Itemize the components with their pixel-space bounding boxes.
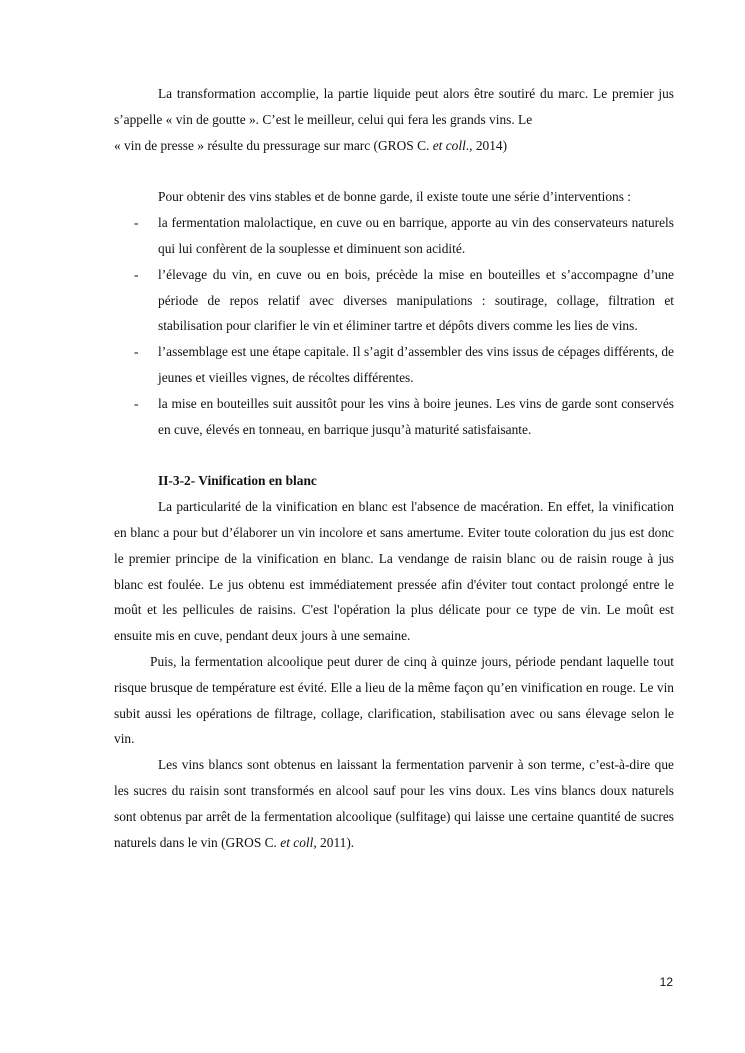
- paragraph-vinification-blanc: La particularité de la vinification en blanc est l'absence de macération. En effet, la vinification en blanc a pour but d’élaborer un vin incolore et sans amertume. Eviter toute coloration du jus est donc le premier principe de la vinification en blanc. La vendange de raisin blanc ou de raisin rouge à jus blanc est foulée. Le jus obtenu est immédiatement pressée afin d'éviter tout contact prolongé entre le moût et les pellicules de raisins. C'est l'opération la plus délicate pour ce type de vin. Le moût est ensuite mis en cuve, pendant deux jours à une semaine.: [114, 499, 674, 644]
- paragraph-spacer: [114, 158, 674, 184]
- paragraph-spacer: [114, 442, 674, 468]
- citation-italic: et coll: [432, 137, 466, 153]
- paragraph-text: « vin de presse » résulte du pressurage sur marc (GROS C.: [114, 137, 433, 153]
- page-number: 12: [659, 975, 673, 989]
- section-heading: II-3-2- Vinification en blanc: [158, 473, 317, 489]
- citation-italic: et coll: [280, 834, 314, 850]
- list-item: [114, 210, 674, 262]
- paragraph-marc-extraction: [114, 81, 674, 133]
- paragraph-text: La transformation accomplie, la partie liquide peut alors être soutiré du marc. Le premier jus s’appelle « vin de goutte ». C’est le meilleur, celui qui fera les grands vins. Le: [114, 86, 674, 127]
- list-item: [114, 339, 674, 391]
- bullet-dash: -: [134, 215, 139, 231]
- paragraph-vins-blancs: [114, 752, 674, 855]
- paragraph-text: , 2011).: [313, 834, 355, 850]
- paragraph-vin-de-presse: [114, 133, 674, 159]
- document-page: [114, 81, 674, 855]
- list-item-text: l’assemblage est une étape capitale. Il s’agit d’assembler des vins issus de cépages différents, de jeunes et vieilles vignes, de récoltes différentes.: [158, 344, 674, 385]
- list-item-text: la fermentation malolactique, en cuve ou en barrique, apporte au vin des conservateurs naturels qui lui confèrent de la souplesse et diminuent son acidité.: [158, 215, 674, 256]
- paragraph-text: Les vins blancs sont obtenus en laissant la fermentation parvenir à son terme, c’est-à-dire que les sucres du raisin sont transformés en alcool sauf pour les vins doux. Les vins blancs doux naturels sont obtenus par arrêt de la fermentation alcoolique (sulfitage) qui laisse une certaine quantité de sucres naturels dans le vin (GROS C.: [114, 757, 674, 850]
- list-item: [114, 391, 674, 443]
- list-item-text: l’élevage du vin, en cuve ou en bois, précède la mise en bouteilles et s’accompagne d’une période de repos relatif avec diverses manipulations : soutirage, collage, filtration et stabilisation pour clarifier le vin et éliminer tartre et dépôts divers comme les lies de vins.: [158, 266, 674, 334]
- bullet-dash: -: [134, 266, 139, 282]
- list-item: [114, 262, 674, 339]
- paragraph-fermentation: Puis, la fermentation alcoolique peut durer de cinq à quinze jours, période pendant laquelle tout risque brusque de température est évité. Elle a lieu de la même façon qu’en vinification en rouge. Le vin subit aussi les opérations de filtrage, collage, clarification, stabilisation avec ou sans élevage selon le vin.: [114, 653, 674, 747]
- paragraph-interventions-intro: Pour obtenir des vins stables et de bonne garde, il existe toute une série d’interventions :: [158, 189, 632, 205]
- bullet-dash: -: [134, 395, 139, 411]
- bullet-dash: -: [134, 344, 139, 360]
- interventions-list: [114, 210, 674, 442]
- list-item-text: la mise en bouteilles suit aussitôt pour les vins à boire jeunes. Les vins de garde sont conservés en cuve, élevés en tonneau, en barrique jusqu’à maturité satisfaisante.: [158, 395, 674, 437]
- paragraph-text: ., 2014): [465, 137, 508, 153]
